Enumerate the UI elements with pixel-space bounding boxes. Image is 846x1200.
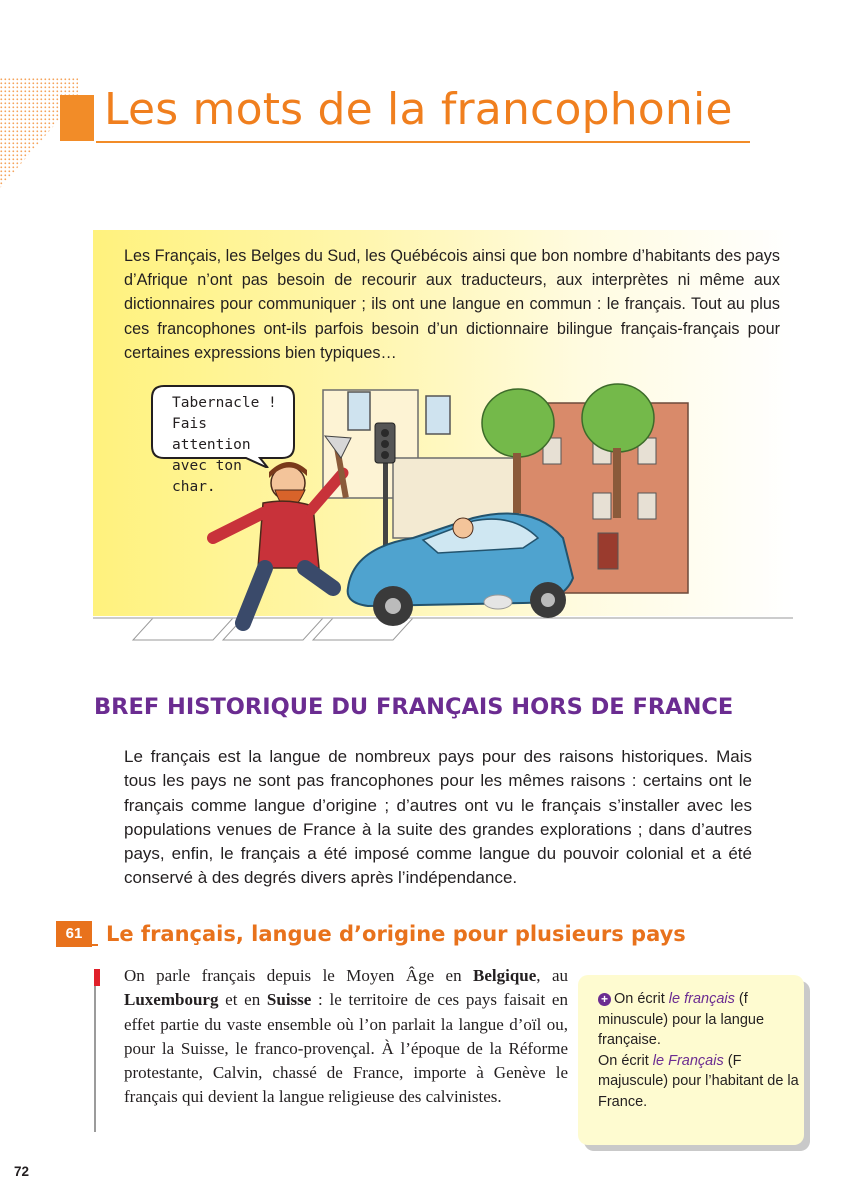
subsection-heading: Le français, langue d’origine pour plusieurs pays — [106, 922, 686, 946]
title-underline — [96, 141, 750, 143]
paragraph-marker — [94, 969, 100, 986]
page-number: 72 — [14, 1164, 30, 1179]
paragraph-side-rule — [94, 986, 96, 1132]
section-number-badge: 61 — [56, 921, 92, 947]
section-number-rule — [92, 944, 98, 946]
section-61-paragraph: On parle français depuis le Moyen Âge en Belgique, au Luxembourg et en Suisse : le territoire de ces pays faisait en effet partie du vaste ensemble où l’on parlait la langue d’oïl ou, pour la Suisse, le franco-provençal. À l’époque de la Réforme protestante, Calvin, chassé de France, importe à Genève le français qui devient la langue religieuse des calvinistes. — [124, 966, 569, 1107]
speech-bubble-text: Tabernacle ! Fais attention avec ton char. — [172, 395, 277, 495]
intro-paragraph: Les Français, les Belges du Sud, les Québécois ainsi que bon nombre d’habitants des pays d’Afrique n’ont pas besoin de recourir aux traducteurs, aux interprètes ni même aux dictionnaires pour communiquer ; ils ont une langue en commun : le français. Tout au plus ces francophones ont-ils parfois besoin d’un dictionnaire bilingue français-français pour certaines expressions bien typiques… — [124, 247, 780, 362]
section-heading: BREF HISTORIQUE DU FRANÇAIS HORS DE FRANCE — [94, 694, 734, 720]
page-title: Les mots de la francophonie — [104, 84, 733, 135]
history-paragraph: Le français est la langue de nombreux pays pour des raisons historiques. Mais tous les pays ne sont pas francophones pour les mêmes raisons : certains ont le français comme langue d’origine ; d’autres ont vu le français s’installer avec les populations venues de France à la suite des grandes explorations ; dans d’autres pays, enfin, le français a été imposé comme langue du pouvoir colonial et a été conservé à des degrés divers après l’indépendance. — [124, 747, 752, 888]
plus-icon: + — [598, 993, 611, 1006]
title-accent-block — [60, 95, 94, 141]
note-text: + On écrit le français (f minuscule) pour la langue française. On écrit le Français (F majuscule) pour l’habitant de la France. — [598, 991, 799, 1110]
